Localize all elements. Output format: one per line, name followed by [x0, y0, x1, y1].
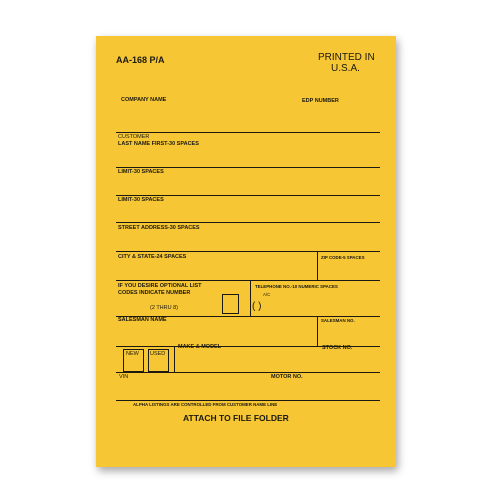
make-model-label: MAKE & MODEL	[178, 344, 222, 350]
form-code: AA-168 P/A	[116, 55, 165, 65]
new-label: NEW	[126, 351, 139, 357]
street-address-label: STREET ADDRESS-30 SPACES	[118, 225, 200, 231]
footer-line	[116, 400, 380, 401]
used-label: USED	[150, 351, 166, 357]
attach-to-file-folder-label: ATTACH TO FILE FOLDER	[183, 413, 289, 423]
vin-label: VIN	[119, 374, 129, 380]
last-name-label: LAST NAME FIRST-30 SPACES	[118, 141, 199, 147]
optional-code-box[interactable]	[222, 294, 239, 314]
customer-label: CUSTOMER	[118, 134, 150, 140]
limit-line-2	[116, 222, 380, 223]
area-code-label: A/C	[263, 292, 271, 297]
zip-divider	[317, 251, 318, 280]
optional-list-line1: IF YOU DESIRE OPTIONAL LIST	[118, 283, 202, 289]
optional-range: (2 THRU 8)	[150, 305, 179, 311]
company-name-line	[116, 132, 380, 133]
salesman-no-label: SALESMAN NO.	[321, 318, 355, 323]
salesman-name-label: SALESMAN NAME	[118, 317, 167, 323]
alpha-listings-note: ALPHA LISTINGS ARE CONTROLLED FROM CUSTOMER NAME LINE	[133, 402, 278, 407]
company-name-label: COMPANY NAME	[121, 97, 167, 103]
telephone-label: TELEPHONE NO.-10 NUMERIC SPACES	[255, 284, 338, 289]
last-name-line	[116, 167, 380, 168]
stock-no-label: STOCK NO.	[322, 345, 353, 351]
limit-label-2: LIMIT-30 SPACES	[118, 197, 164, 203]
street-address-line	[116, 251, 380, 252]
edp-number-label: EDP NUMBER	[302, 98, 339, 104]
zip-code-label: ZIP CODE-5 SPACES	[321, 255, 365, 260]
limit-label-1: LIMIT-30 SPACES	[118, 169, 164, 175]
make-model-line	[116, 372, 380, 373]
make-model-divider	[174, 346, 175, 372]
file-folder-label-card	[96, 36, 396, 467]
city-state-line	[116, 280, 380, 281]
salesman-divider	[317, 316, 318, 346]
printed-in-line2: U.S.A.	[331, 63, 360, 74]
phone-parens: ( )	[252, 301, 262, 312]
printed-in-line1: PRINTED IN	[318, 52, 375, 63]
city-state-label: CITY & STATE-24 SPACES	[118, 254, 187, 260]
motor-no-label: MOTOR NO.	[271, 374, 303, 380]
optional-list-line2: CODES INDICATE NUMBER	[118, 290, 191, 296]
limit-line-1	[116, 195, 380, 196]
telephone-divider	[250, 280, 251, 316]
